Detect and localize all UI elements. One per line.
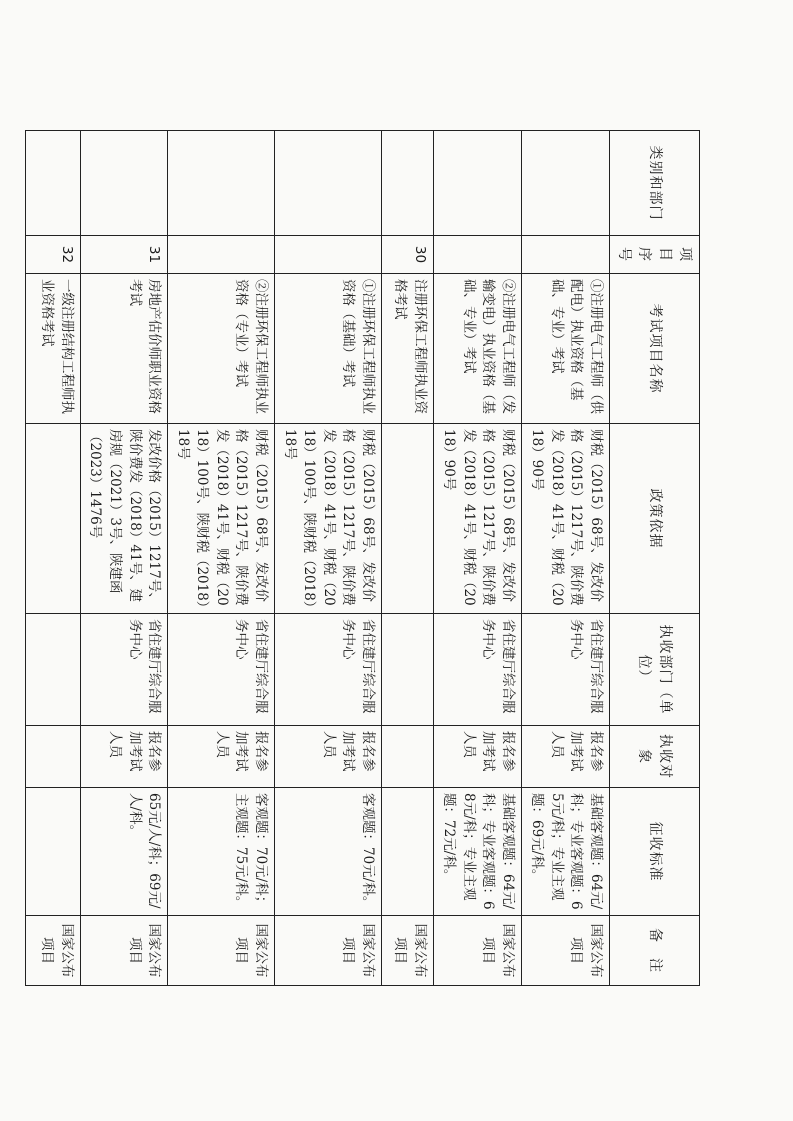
cell-number: [521, 236, 609, 274]
header-target: 执收对象: [609, 726, 699, 788]
rotated-sheet: [39, 130, 700, 985]
cell-dept: 省住建厅综合服务中心: [275, 614, 382, 726]
cell-category: [168, 131, 275, 236]
cell-category: [521, 131, 609, 236]
table-row: [381, 131, 433, 986]
header-policy: 政策依据: [609, 424, 699, 614]
cell-category: [275, 131, 382, 236]
header-note: 备 注: [609, 916, 699, 986]
table-row: [25, 131, 80, 986]
cell-target: [381, 726, 433, 788]
cell-policy: 财税（2015）68号、发改价格（2015）1217号、陕价费发（2018）41号、财税（2018）90号: [433, 424, 521, 614]
fee-table: [25, 130, 700, 986]
cell-dept: [381, 614, 433, 726]
cell-standard: 客观题：70元/科；主观题：75元/科。: [168, 788, 275, 916]
cell-target: 报名参加考试人员: [168, 726, 275, 788]
cell-policy: 财税（2015）68号、发改价格（2015）1217号、陕价费发（2018）41号、财税（2018）100号、陕财税（2018）18号: [275, 424, 382, 614]
cell-policy: 财税（2015）68号、发改价格（2015）1217号、陕价费发（2018）41号、财税（2018）100号、陕财税（2018）18号: [168, 424, 275, 614]
cell-standard: [381, 788, 433, 916]
cell-note: 国家公布项目: [433, 916, 521, 986]
cell-dept: 省住建厅综合服务中心: [433, 614, 521, 726]
cell-category: [25, 131, 80, 236]
header-exam: 考试项目名称: [609, 274, 699, 424]
cell-exam: ②注册环保工程师执业资格（专业）考试: [168, 274, 275, 424]
cell-policy: 发改价格（2015）1217号、陕价费发（2018）41号、建房规（2021）3号、陕建函（2023）1476号: [80, 424, 167, 614]
cell-number: [168, 236, 275, 274]
cell-exam: 注册环保工程师执业资格考试: [381, 274, 433, 424]
cell-exam: ②注册电气工程师（发输变电）执业资格（基础、专业）考试: [433, 274, 521, 424]
header-dept: 执收部门（单位）: [609, 614, 699, 726]
cell-policy: 财税（2015）68号、发改价格（2015）1217号、陕价费发（2018）41号、财税（2018）90号: [521, 424, 609, 614]
cell-target: 报名参加考试人员: [275, 726, 382, 788]
table-row: [521, 131, 609, 986]
cell-exam: ①注册环保工程师执业资格（基础）考试: [275, 274, 382, 424]
cell-target: 报名参加考试人员: [433, 726, 521, 788]
cell-number: 32: [25, 236, 80, 274]
table-header-row: [609, 131, 699, 986]
table-row: [168, 131, 275, 986]
cell-note: 国家公布项目: [168, 916, 275, 986]
header-standard: 征收标准: [609, 788, 699, 916]
cell-category: [433, 131, 521, 236]
table-row: [275, 131, 382, 986]
cell-target: 报名参加考试人员: [521, 726, 609, 788]
table-row: [433, 131, 521, 986]
cell-dept: 省住建厅综合服务中心: [168, 614, 275, 726]
cell-standard: 客观题：70元/科。: [275, 788, 382, 916]
cell-dept: 省住建厅综合服务中心: [521, 614, 609, 726]
cell-note: 国家公布项目: [521, 916, 609, 986]
header-category: 类别和部门: [609, 131, 699, 236]
cell-note: 国家公布项目: [381, 916, 433, 986]
cell-category: [381, 131, 433, 236]
cell-standard: [25, 788, 80, 916]
cell-note: 国家公布项目: [80, 916, 167, 986]
cell-dept: 省住建厅综合服务中心: [80, 614, 167, 726]
cell-target: 报名参加考试人员: [80, 726, 167, 788]
cell-exam: ①注册电气工程师（供配电）执业资格（基础、专业）考试: [521, 274, 609, 424]
table-row: [80, 131, 167, 986]
cell-exam: 房地产估价师职业资格考试: [80, 274, 167, 424]
cell-note: 国家公布项目: [275, 916, 382, 986]
header-number: 项目序号: [609, 236, 699, 274]
cell-standard: 65元/人/科；69元/人/科。: [80, 788, 167, 916]
cell-policy: [381, 424, 433, 614]
cell-target: [25, 726, 80, 788]
cell-note: 国家公布项目: [25, 916, 80, 986]
cell-category: [80, 131, 167, 236]
cell-number: [275, 236, 382, 274]
cell-standard: 基础客观题：64元/科；专业客观题：68元/科；专业主观题：72元/科。: [433, 788, 521, 916]
cell-dept: [25, 614, 80, 726]
cell-policy: [25, 424, 80, 614]
cell-standard: 基础客观题：64元/科；专业客观题：65元/科；专业主观题：69元/科。: [521, 788, 609, 916]
cell-number: [433, 236, 521, 274]
cell-number: 30: [381, 236, 433, 274]
cell-number: 31: [80, 236, 167, 274]
cell-exam: 一级注册结构工程师执业资格考试: [25, 274, 80, 424]
